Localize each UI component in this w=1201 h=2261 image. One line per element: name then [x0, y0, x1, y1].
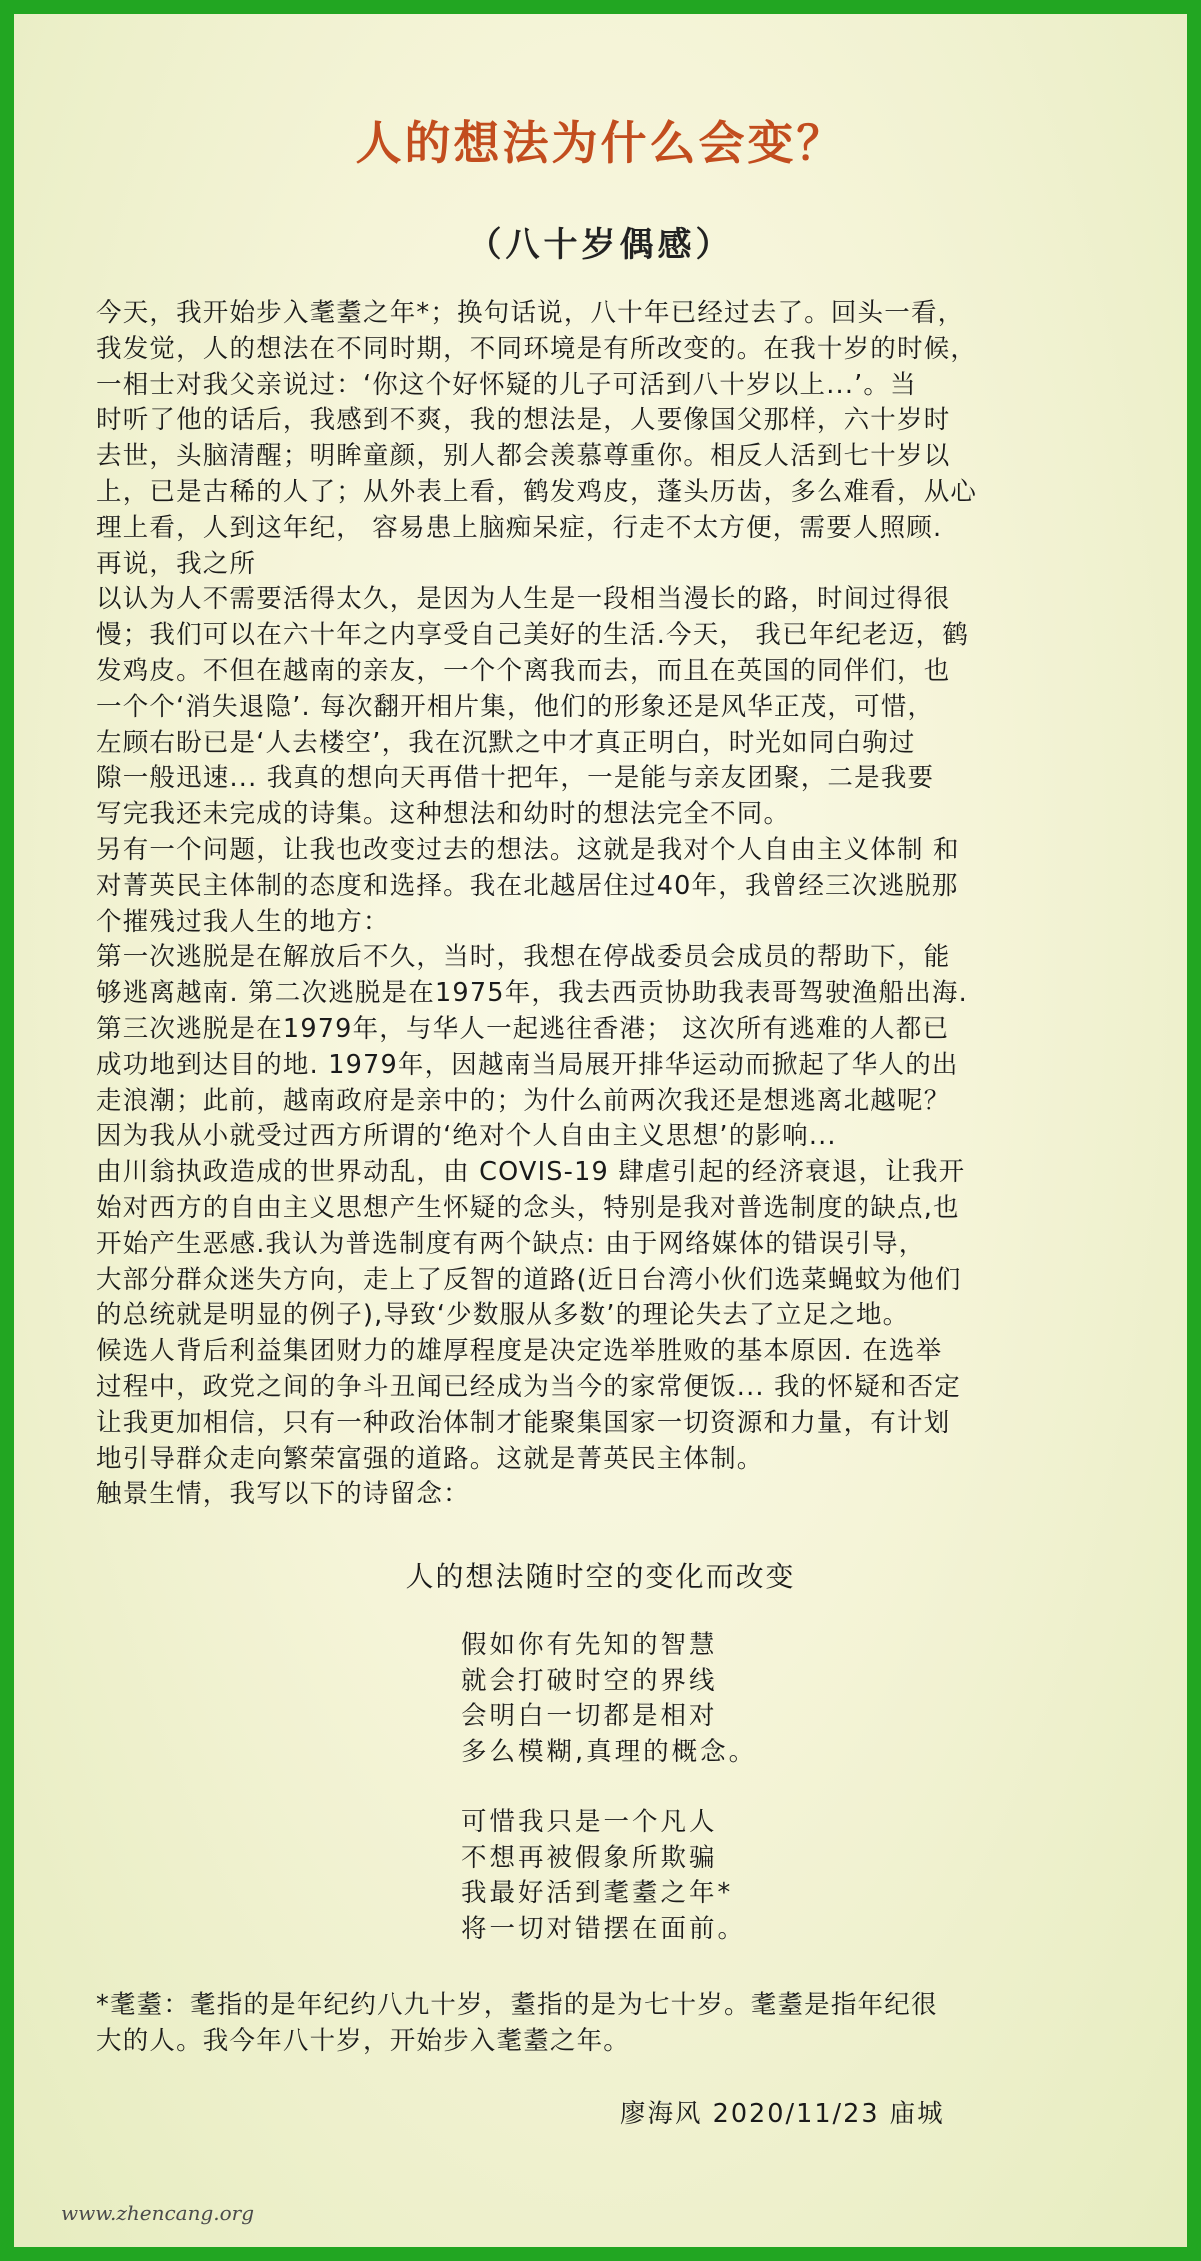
poem-line: 多么模糊,真理的概念。 [461, 1736, 758, 1767]
essay-line: 成功地到达目的地. 1979年，因越南当局展开排华运动而掀起了华人的出 [96, 1049, 959, 1080]
essay-line: 时听了他的话后，我感到不爽，我的想法是，人要像国父那样，六十岁时 [96, 405, 951, 436]
essay-body [96, 296, 1136, 1513]
poem-line: 会明白一切都是相对 [461, 1701, 718, 1732]
essay-line: 过程中，政党之间的争斗丑闻已经成为当今的家常便饭... 我的怀疑和否定 [96, 1371, 961, 1402]
poem-line: 不想再被假象所欺骗 [461, 1842, 718, 1873]
footnote [96, 1987, 1136, 2059]
poem-line: 假如你有先知的智慧 [461, 1630, 718, 1660]
signature: 廖海风 2020/11/23 庙城 [620, 2099, 945, 2129]
poem-line: 将一切对错摆在面前。 [461, 1913, 747, 1944]
essay-line: 以认为人不需要活得太久，是因为人生是一段相当漫长的路，时间过得很 [96, 584, 951, 615]
essay-line: 发鸡皮。不但在越南的亲友，一个个离我而去，而且在英国的同伴们，也 [96, 655, 951, 686]
footnote-line: *耄耋：耄指的是年纪约八九十岁，耋指的是为七十岁。耄耋是指年纪很 [96, 1990, 938, 2020]
essay-line: 隙一般迅速... 我真的想向天再借十把年，一是能与亲友团聚，二是我要 [96, 763, 935, 794]
essay-line: 今天，我开始步入耄耋之年*；换句话说，八十年已经过去了。回头一看， [96, 298, 965, 328]
page-subtitle: （八十岁偶感） [467, 225, 734, 265]
essay-line: 让我更加相信，只有一种政治体制才能聚集国家一切资源和力量，有计划 [96, 1407, 951, 1438]
essay-line: 一相士对我父亲说过：‘你这个好怀疑的儿子可活到八十岁以上...’。当 [96, 369, 917, 400]
essay-line: 一个个‘消失退隐’. 每次翻开相片集，他们的形象还是风华正茂，可惜， [96, 691, 935, 722]
poem-line: 就会打破时空的界线 [461, 1665, 718, 1696]
essay-line: 地引导群众走向繁荣富强的道路。这就是菁英民主体制。 [96, 1443, 764, 1474]
essay-line: 的总统就是明显的例子),导致‘少数服从多数’的理论失去了立足之地。 [96, 1300, 910, 1331]
essay-line: 左顾右盼已是‘人去楼空’，我在沉默之中才真正明白，时光如同白驹过 [96, 727, 916, 758]
essay-line: 开始产生恶感.我认为普选制度有两个缺点: 由于网络媒体的错误引导， [96, 1228, 926, 1259]
poem-title: 人的想法随时空的变化而改变 [405, 1560, 796, 1593]
essay-line: 因为我从小就受过西方所谓的‘绝对个人自由主义思想’的影响... [96, 1121, 837, 1152]
essay-line: 对菁英民主体制的态度和选择。我在北越居住过40年，我曾经三次逃脱那 [96, 870, 959, 901]
essay-line: 够逃离越南. 第二次逃脱是在1975年，我去西贡协助我表哥驾驶渔船出海. [96, 978, 968, 1009]
essay-line: 另有一个问题，让我也改变过去的想法。这就是我对个人自由主义体制 和 [96, 834, 960, 865]
essay-line: 上，已是古稀的人了；从外表上看，鹤发鸡皮，蓬头历齿，多么难看，从心 [96, 476, 978, 507]
poem-stanza-1 [461, 1628, 757, 1770]
essay-line: 第三次逃脱是在1979年，与华人一起逃往香港； 这次所有逃难的人都已 [96, 1013, 950, 1044]
essay-line: 理上看，人到这年纪， 容易患上脑痴呆症，行走不太方便，需要人照顾. [96, 512, 943, 543]
essay-line: 由川翁执政造成的世界动乱，由 COVIS-19 肆虐引起的经济衰退，让我开 [96, 1157, 966, 1188]
essay-line: 再说，我之所 [96, 548, 257, 579]
essay-line: 去世，头脑清醒；明眸童颜，别人都会羡慕尊重你。相反人活到七十岁以 [96, 441, 951, 472]
poem-line: 我最好活到耄耋之年* [461, 1878, 734, 1909]
poster [14, 14, 1187, 2247]
essay-line: 第一次逃脱是在解放后不久，当时，我想在停战委员会成员的帮助下，能 [96, 942, 951, 973]
footnote-line: 大的人。我今年八十岁，开始步入耄耋之年。 [96, 2026, 631, 2056]
essay-line: 慢；我们可以在六十年之内享受自己美好的生活.今天， 我已年纪老迈，鹤 [96, 620, 970, 651]
website-watermark: www.zhencang.org [61, 2201, 255, 2225]
essay-line: 个摧残过我人生的地方： [96, 906, 390, 937]
poem-stanza-2 [461, 1805, 746, 1947]
essay-line: 触景生情，我写以下的诗留念： [96, 1479, 470, 1510]
essay-line: 大部分群众迷失方向，走上了反智的道路(近日台湾小伙们选菜蝇蚊为他们 [96, 1264, 962, 1295]
essay-line: 走浪潮；此前，越南政府是亲中的；为什么前两次我还是想逃离北越呢？ [96, 1085, 951, 1116]
poem-line: 可惜我只是一个凡人 [461, 1807, 718, 1837]
essay-line: 始对西方的自由主义思想产生怀疑的念头，特别是我对普选制度的缺点,也 [96, 1192, 960, 1223]
essay-line: 写完我还未完成的诗集。这种想法和幼时的想法完全不同。 [96, 799, 791, 830]
essay-line: 我发觉，人的想法在不同时期，不同环境是有所改变的。在我十岁的时候， [96, 333, 978, 364]
page-title: 人的想法为什么会变？ [355, 116, 846, 170]
essay-line: 候选人背后利益集团财力的雄厚程度是决定选举胜败的基本原因. 在选举 [96, 1336, 943, 1367]
